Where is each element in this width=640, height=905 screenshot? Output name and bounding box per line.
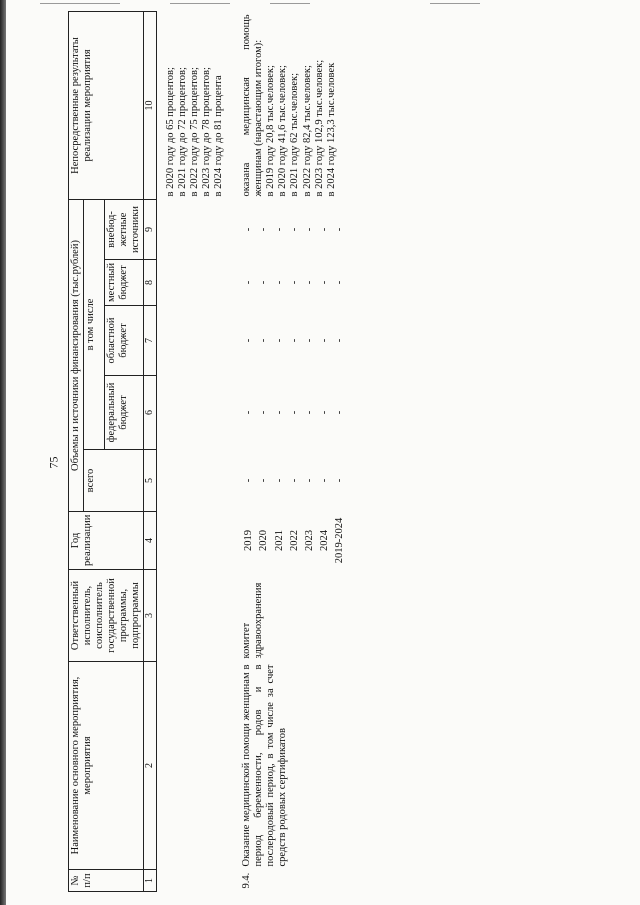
dash: - <box>303 280 315 285</box>
dash: - <box>288 338 300 343</box>
dash: - <box>303 338 315 343</box>
col-number: 7 <box>144 306 157 376</box>
local-values <box>233 260 355 306</box>
total-values <box>233 450 355 512</box>
dash: - <box>334 478 346 483</box>
result-line: в 2022 году 82,4 тыс.человек; <box>301 65 313 197</box>
row-results <box>233 11 355 199</box>
col-number: 1 <box>144 870 157 892</box>
year: 2024 <box>319 530 331 551</box>
dash: - <box>319 478 331 483</box>
col-number: 4 <box>144 512 157 570</box>
col-number: 10 <box>144 11 157 199</box>
dash: - <box>319 338 331 343</box>
year: 2022 <box>288 530 300 551</box>
regional-values <box>233 306 355 376</box>
dash: - <box>334 338 346 343</box>
dash: - <box>334 227 346 232</box>
header-incl: в том числе <box>84 199 105 449</box>
scan-artifact-line <box>170 3 230 4</box>
dash: - <box>288 478 300 483</box>
top-results-cell <box>156 11 233 199</box>
result-line: в 2022 году до 75 процентов; <box>189 67 200 197</box>
dash: - <box>303 410 315 415</box>
row-years <box>233 512 355 570</box>
dash: - <box>243 410 255 415</box>
scan-artifact-line <box>270 3 310 4</box>
dash: - <box>273 410 285 415</box>
dash: - <box>273 227 285 232</box>
page-number: 75 <box>46 456 61 469</box>
result-line: в 2020 году 41,6 тыс.человек; <box>277 65 289 197</box>
result-line: в 2023 году 102,9 тыс.человек; <box>313 59 325 197</box>
header-year: Год реализации <box>69 512 144 570</box>
header-fed: федеральный бюджет <box>105 376 144 450</box>
year: 2019-2024 <box>334 517 346 564</box>
dash: - <box>243 338 255 343</box>
result-line: в 2024 году до 81 процента <box>213 75 225 197</box>
dash: - <box>288 227 300 232</box>
result-line: в 2019 году 20,8 тыс.человек; <box>265 65 277 197</box>
row-name: Оказание медицинской помощи женщинам в период беременности, родов и в послеродовый период, в том числе за счет средств родовых сертификатов <box>241 664 289 867</box>
col-number: 9 <box>144 199 157 259</box>
federal-values <box>233 376 355 450</box>
scan-artifact-line <box>430 3 480 4</box>
dash: - <box>334 410 346 415</box>
dash: - <box>334 280 346 285</box>
dash: - <box>273 478 285 483</box>
result-line: в 2023 году до 78 процентов; <box>201 67 213 197</box>
dash: - <box>243 227 255 232</box>
dash: - <box>243 478 255 483</box>
header-extra: внебюд-жетные источники <box>105 199 144 259</box>
dash: - <box>258 410 270 415</box>
dash: - <box>319 227 331 232</box>
rotated-table-container <box>68 12 588 892</box>
row-exec: комитет здравоохранения <box>241 582 265 659</box>
dash: - <box>258 280 270 285</box>
col-number: 6 <box>144 376 157 450</box>
dash: - <box>258 478 270 483</box>
col-number: 2 <box>144 662 157 870</box>
header-reg: областной бюджет <box>105 306 144 376</box>
dash: - <box>288 410 300 415</box>
dash: - <box>303 478 315 483</box>
year: 2021 <box>273 530 285 551</box>
dash: - <box>273 338 285 343</box>
header-result: Непосредственные результаты реализации мероприятия <box>69 11 144 199</box>
result-line: в 2024 году 123,3 тыс.человек <box>325 62 337 197</box>
result-line: в 2021 году 62 тыс.человек; <box>289 72 301 197</box>
dash: - <box>288 280 300 285</box>
header-name: Наименование основного мероприятия, мероприятия <box>69 662 144 870</box>
dash: - <box>258 338 270 343</box>
binding-edge <box>0 0 6 905</box>
row-num: 9.4. <box>241 872 253 889</box>
dash: - <box>319 280 331 285</box>
dash: - <box>258 227 270 232</box>
header-exec: Ответственный исполнитель, соисполнитель государственной программы, подпрограммы <box>69 570 144 662</box>
year: 2020 <box>258 530 270 551</box>
header-finance: Объемы и источники финансирования (тыс.рублей) <box>69 199 84 511</box>
dash: - <box>243 280 255 285</box>
program-table <box>68 11 356 892</box>
extra-values <box>233 199 355 259</box>
result-intro: оказана медицинская помощь женщинам (нарастающим итогом): <box>241 14 265 197</box>
result-line: в 2021 году до 72 процентов; <box>176 67 188 197</box>
col-number: 5 <box>144 450 157 512</box>
year: 2019 <box>243 530 255 551</box>
table-row-top-results <box>156 11 233 891</box>
dash: - <box>273 280 285 285</box>
dash: - <box>319 410 331 415</box>
header-total: всего <box>84 450 144 512</box>
dash: - <box>303 227 315 232</box>
table-row-9-4 <box>233 11 355 891</box>
header-num: № п/п <box>69 870 144 892</box>
result-line: в 2020 году до 65 процентов; <box>164 67 176 197</box>
year: 2023 <box>303 530 315 551</box>
header-loc: местный бюджет <box>105 260 144 306</box>
col-number: 8 <box>144 260 157 306</box>
col-number: 3 <box>144 570 157 662</box>
scan-artifact-line <box>40 3 120 4</box>
